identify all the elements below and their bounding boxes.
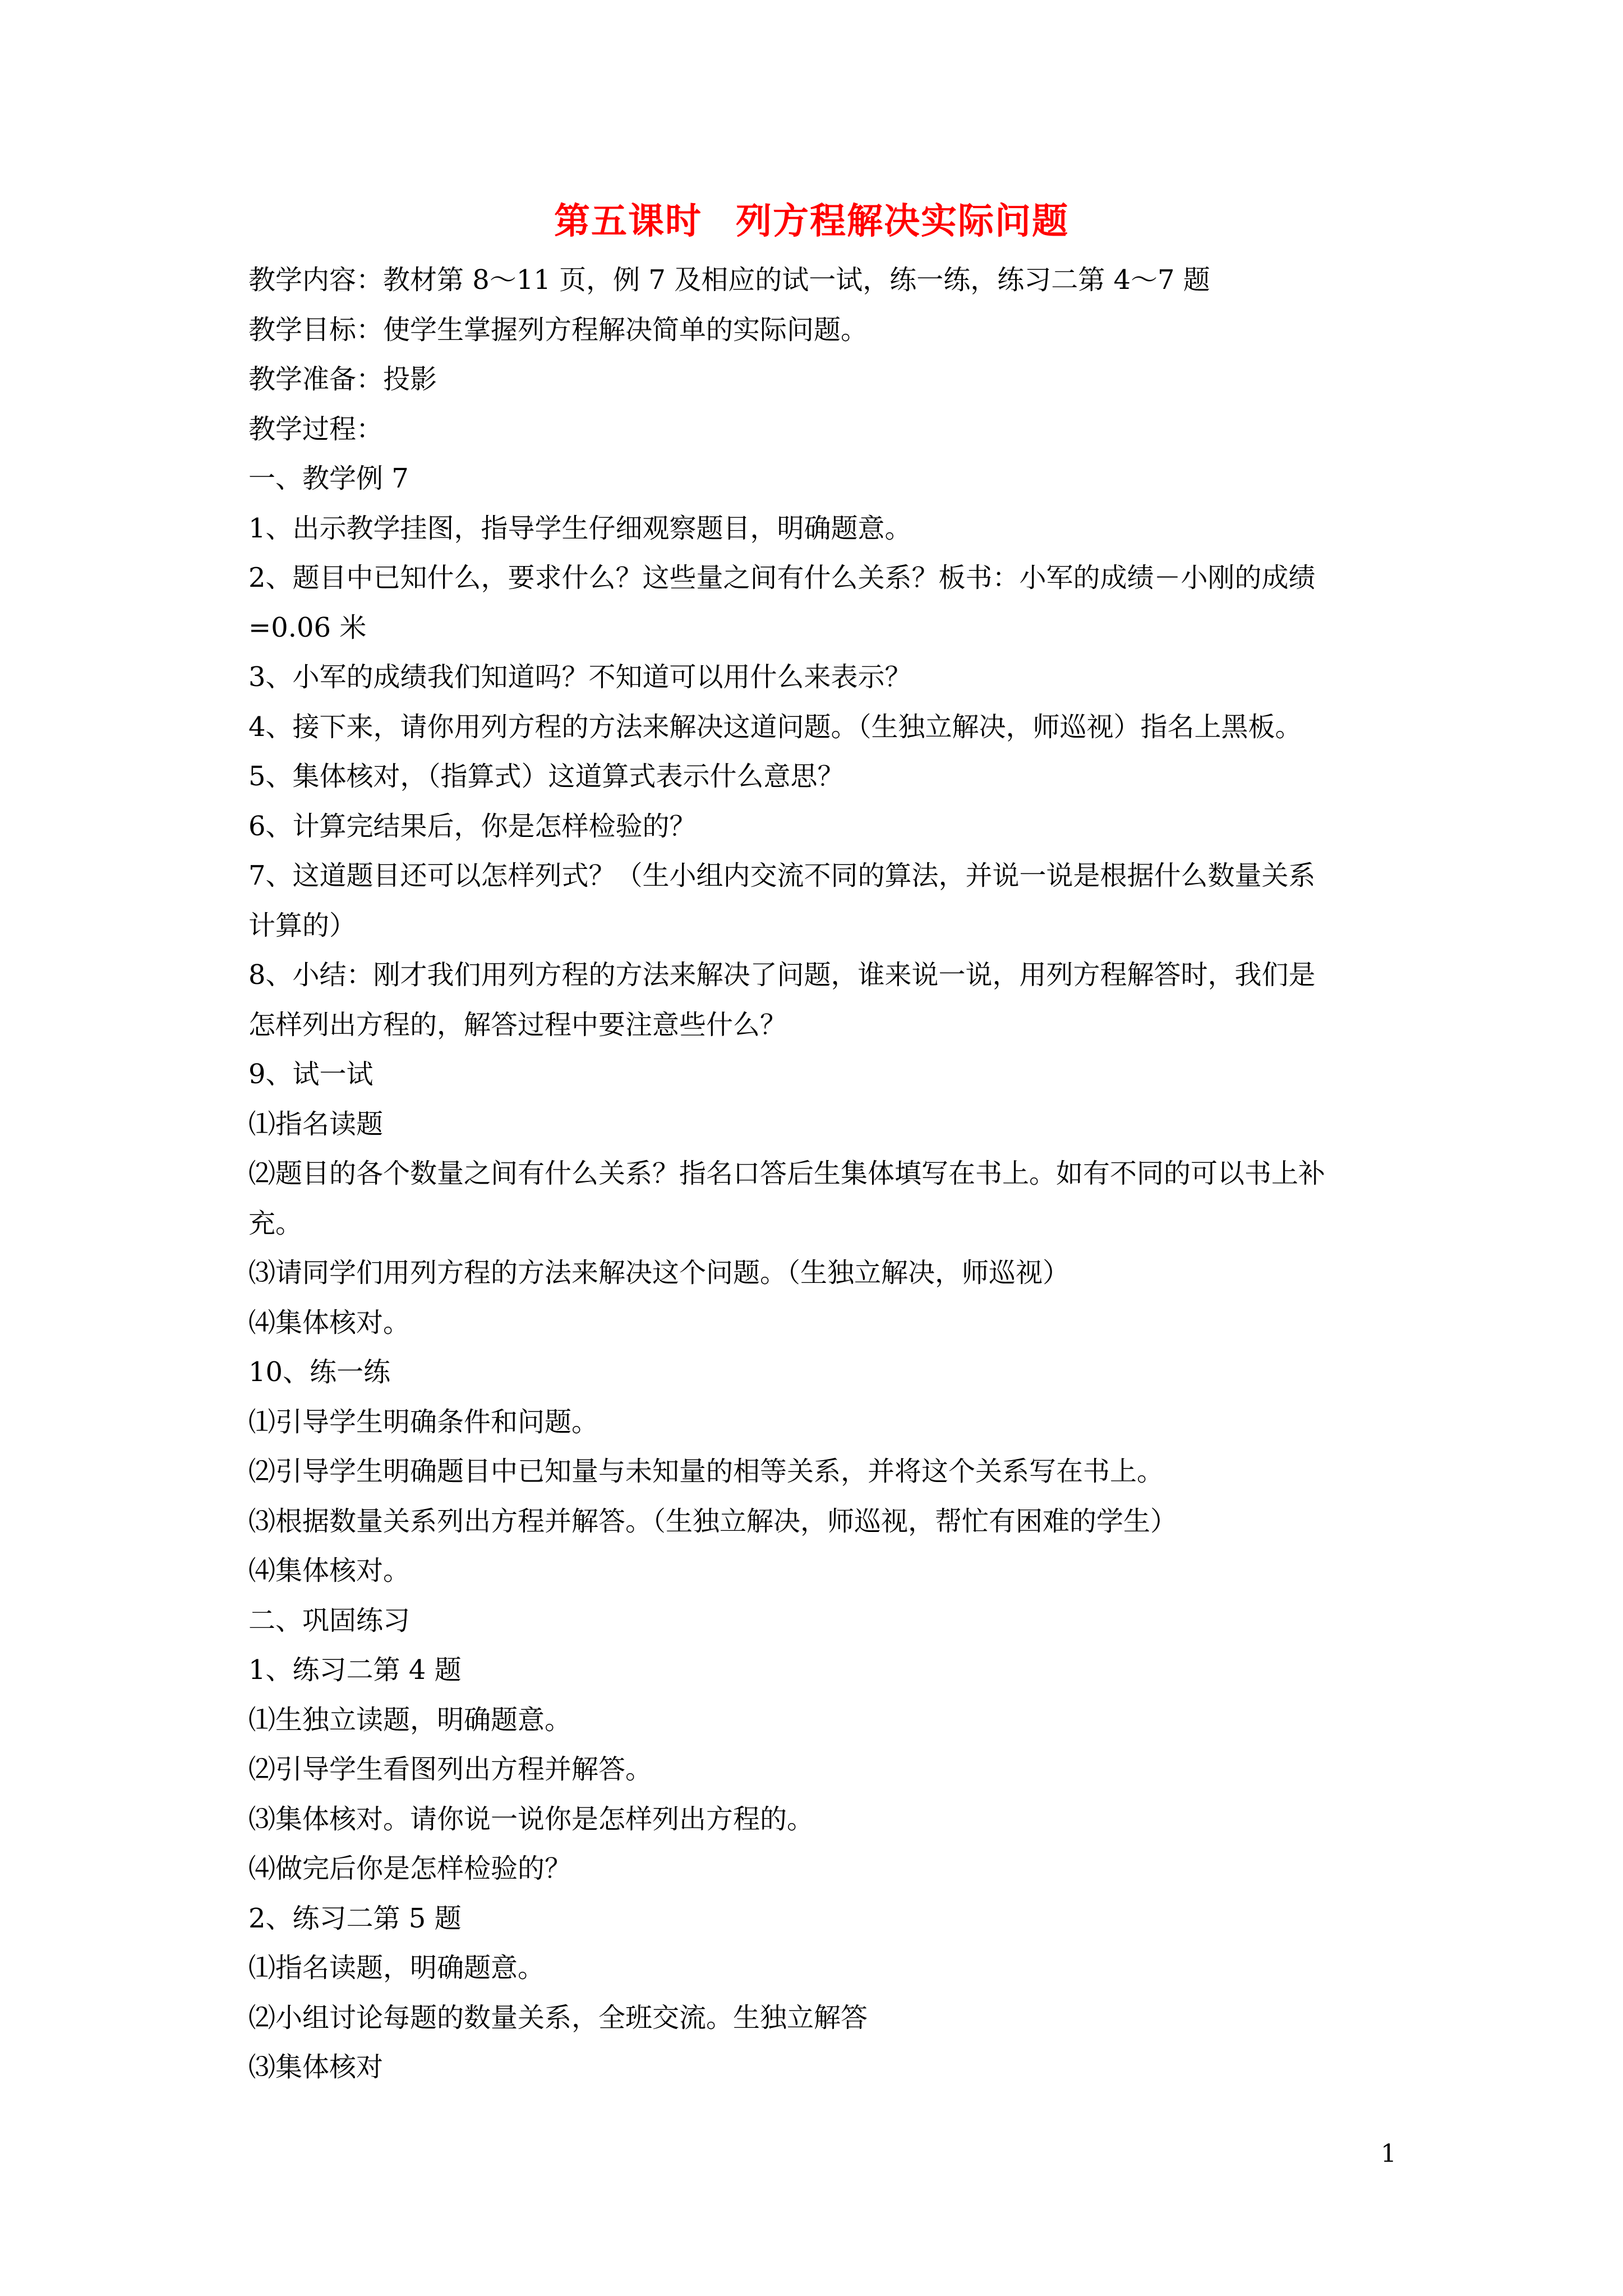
text-line: ⑷集体核对。 — [248, 1555, 411, 1586]
text-line: 计算的） — [248, 909, 357, 941]
text-line: 二、巩固练习 — [248, 1604, 411, 1636]
text-line: 9、试一试 — [248, 1059, 374, 1090]
title-lesson-number: 第五课时 — [554, 200, 702, 242]
text-line: 教学准备：投影 — [248, 364, 437, 395]
page-number: 1 — [1381, 2139, 1396, 2168]
text-line: ⑶集体核对 — [248, 2051, 384, 2083]
text-line: 6、计算完结果后，你是怎样检验的？ — [248, 810, 697, 842]
document-body — [248, 255, 1393, 2092]
text-line: 10、练一练 — [248, 1356, 391, 1388]
text-line: ⑶请同学们用列方程的方法来解决这个问题。（生独立解决，师巡视） — [248, 1257, 1070, 1289]
text-line: ⑵引导学生看图列出方程并解答。 — [248, 1754, 653, 1785]
text-line: ⑷集体核对。 — [248, 1306, 411, 1338]
text-line: ⑶集体核对。请你说一说你是怎样列出方程的。 — [248, 1803, 814, 1835]
text-line: ⑴生独立读题，明确题意。 — [248, 1704, 572, 1736]
text-line: 充。 — [248, 1207, 303, 1239]
title-topic: 列方程解决实际问题 — [736, 200, 1069, 242]
text-line: 教学过程： — [248, 413, 384, 445]
text-line: ⑴指名读题 — [248, 1108, 384, 1140]
text-line: 教学内容：教材第 8～11 页，例 7 及相应的试一试，练一练，练习二第 4～7 题 — [248, 264, 1210, 296]
text-line: 4、接下来，请你用列方程的方法来解决这道问题。（生独立解决，师巡视）指名上黑板。 — [248, 711, 1302, 743]
text-line: 3、小军的成绩我们知道吗？不知道可以用什么来表示？ — [248, 661, 912, 693]
text-line: 5、集体核对，（指算式）这道算式表示什么意思？ — [248, 761, 845, 792]
text-line: ⑴引导学生明确条件和问题。 — [248, 1406, 599, 1438]
text-line: 教学目标：使学生掌握列方程解决简单的实际问题。 — [248, 314, 868, 346]
text-line: 7、这道题目还可以怎样列式？（生小组内交流不同的算法，并说一说是根据什么数量关系 — [248, 860, 1316, 891]
text-line: 8、小结：刚才我们用列方程的方法来解决了问题，谁来说一说，用列方程解答时，我们是 — [248, 959, 1316, 991]
text-line: ⑵题目的各个数量之间有什么关系？指名口答后生集体填写在书上。如有不同的可以书上补 — [248, 1158, 1326, 1189]
text-line: 1、练习二第 4 题 — [248, 1654, 462, 1686]
text-line: =0.06 米 — [248, 611, 367, 643]
text-line: ⑵引导学生明确题目中已知量与未知量的相等关系，并将这个关系写在书上。 — [248, 1456, 1164, 1487]
text-line: 1、出示教学挂图，指导学生仔细观察题目，明确题意。 — [248, 512, 912, 544]
text-line: 2、题目中已知什么，要求什么？这些量之间有什么关系？板书：小军的成绩－小刚的成绩 — [248, 562, 1316, 593]
document-title — [0, 196, 1623, 247]
text-line: ⑵小组讨论每题的数量关系，全班交流。生独立解答 — [248, 2001, 868, 2033]
text-line: ⑷做完后你是怎样检验的？ — [248, 1853, 572, 1884]
text-line: 2、练习二第 5 题 — [248, 1902, 462, 1934]
text-line: 怎样列出方程的，解答过程中要注意些什么？ — [248, 1009, 787, 1041]
text-line: 一、教学例 7 — [248, 463, 409, 494]
text-line: ⑴指名读题，明确题意。 — [248, 1952, 545, 1984]
text-line: ⑶根据数量关系列出方程并解答。（生独立解决，师巡视，帮忙有困难的学生） — [248, 1505, 1178, 1537]
